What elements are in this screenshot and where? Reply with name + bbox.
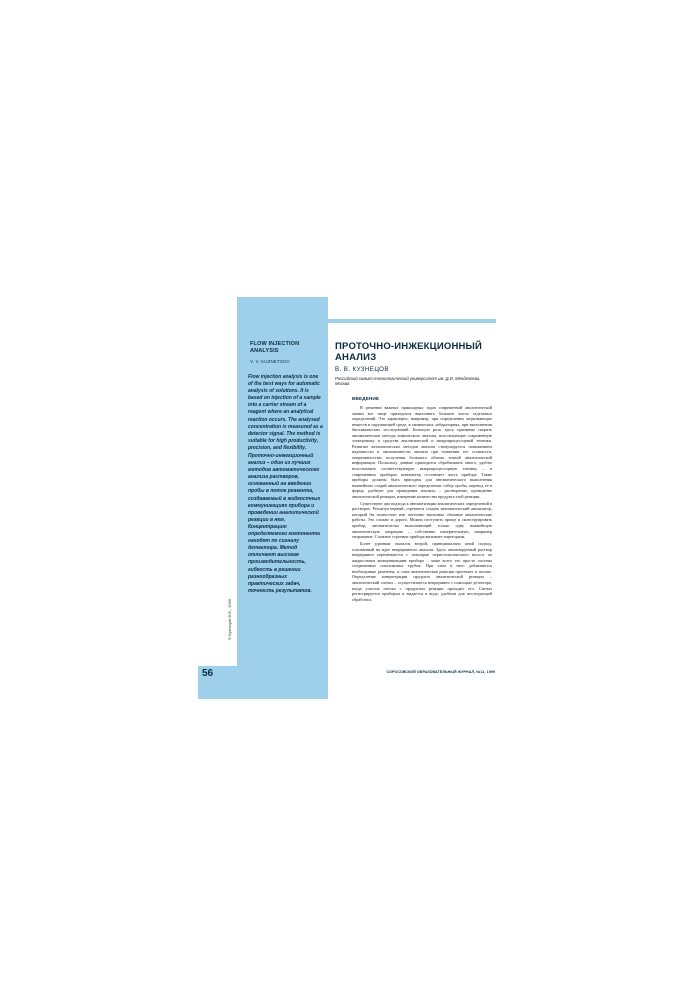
page-number: 56 [202,668,214,679]
article-title: ПРОТОЧНО-ИНЖЕКЦИОННЫЙ АНАЛИЗ [335,341,483,363]
english-title: FLOW INJECTION ANALYSIS [250,341,300,354]
russian-abstract: Проточно-инжекционный анализ – один из лучших методов автоматического анализа растворов, основанный на введении пробы в поток реагента, создаваемый в жидкостных коммуникациях прибора и проведении аналитической реакции в нем. Концентрацию определяемого компонента находят по сигналу детектора. Метод отличают высокая производительность, гибкость в решении разнообразных практических задач, точность результатов. [248,453,321,594]
journal-footer: СОРОСОВСКИЙ ОБРАЗОВАТЕЛЬНЫЙ ЖУРНАЛ, №11, 1999 [386,670,495,674]
author-affiliation: Российский химико-технологический университет им. Д.И. Менделеева, Москва [335,376,481,387]
paragraph: В решении важных прикладных задач современной аналитической химии все чаще приходится выполнять большое число отдельных определений. Это характерно, например, при определении загрязняющих веществ в окружающей среде, в химических лабораториях, при выполнении биохимических исследований. Большую роль здесь призваны сыграть автоматические методы химического анализа, использующие современную электронику и средства аналитической и микропроцессорной техники. Развитие автоматических методов анализа стимулируется повышением надежности и экономичности анализа при снижении его стоимости, оперативностью получения большого объема точной аналитической информации. Поскольку данные приходится обрабатывать много, удобно использовать соответствующую микропроцессорную технику – в современных приборах компьютер составляет часть прибора. Такие приборы должны быть пригодны для автоматического выполнения важнейших стадий аналитического определения: отбор пробы, перевод ее в форму, удобную для проведения анализа, – растворение, проведение аналитической реакции, измерение количества продукта этой реакции. [352,405,492,499]
copyright-note: © Кузнецов В.В., 1999 [227,598,232,640]
header-rule [328,319,496,323]
english-abstract: Flow injection analysis is one of the best ways for automatic analysis of solutions. It is based on injection of a sample into a carrier stream of a reagent where an analytical reaction occurs. The analysed concentration is measured as a detector signal. The method is suitable for high productivity, precision, and flexibility. [248,374,323,451]
english-author: V. V. KUZNETSOV [250,359,290,364]
paragraph: Существуют два подхода к автоматизации аналитических определений в растворах. Реализуя первый, стремятся создать автоматический анализатор, который бы полностью или частично выполнял обычные аналитические работы. Это сложно и дорого. Можно поступить проще и сконструировать прибор, автоматически выполняющий только одну важнейшую аналитическую операцию – собственно измерительную, например титрование. Сложное строение прибора вызывает тиреторизм. [352,500,492,540]
article-body [352,405,492,602]
section-heading: ВВЕДЕНИЕ [352,396,380,401]
article-author: В. В. КУЗНЕЦОВ [335,366,389,373]
paragraph: Более удачным оказался второй, принципиально иной подход, основанный на идее непрерывного анализа. Здесь анализируемый раствор непрерывно перемешается с помощью перистальтического насоса по жидкостным коммуникациям прибора – чаще всего это просто система соединенных пластиковых трубок. При этом в него добавляются необходимые реагенты, и сама аналитическая реакция протекает в потоке. Определение концентрации продукта аналитической реакции – аналитический сигнал – осуществляется непрерывно с помощью детектора, когда участок потока с продуктом реакции проходит его. Сигнал регистрируется прибором и выдается в виде, удобном для последующей обработки. [352,541,492,602]
